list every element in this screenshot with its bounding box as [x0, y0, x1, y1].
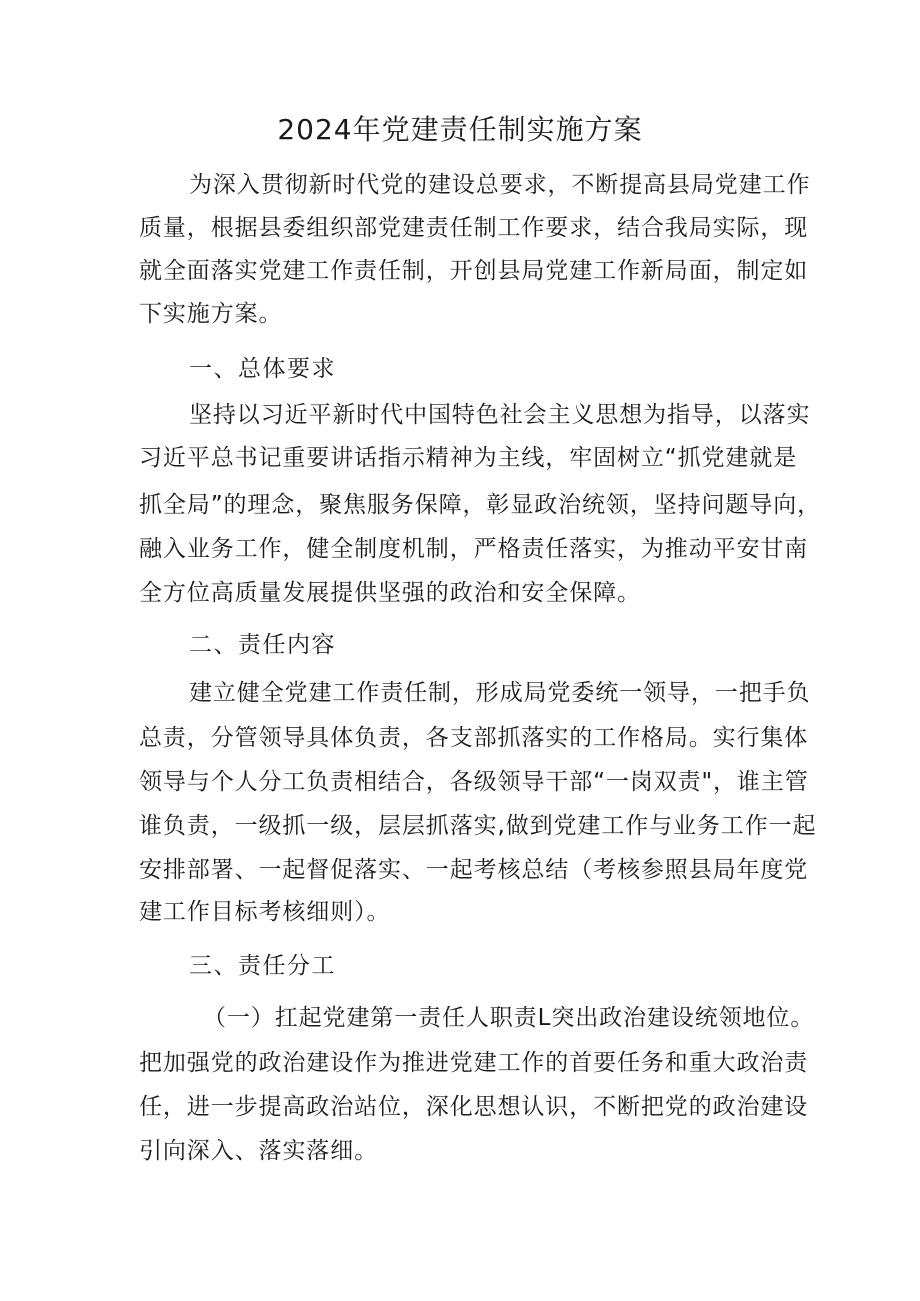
section-heading: 一、总体要求 — [189, 356, 336, 382]
document-title: 2024年党建责任制实施方案 — [277, 113, 643, 146]
paragraph-line: 把加强党的政治建设作为推进党建工作的首要任务和重大政治责 — [139, 1050, 809, 1076]
paragraph-line: 建工作目标考核细则）。 — [139, 899, 391, 925]
paragraph-line: 抓全局”的理念，聚焦服务保障，彰显政治统领，坚持问题导向， — [139, 492, 822, 518]
subsection-heading: （一）扛起党建第一责任人职责L突出政治建设统领地位。 — [203, 1005, 815, 1031]
paragraph-line: 全方位高质量发展提供坚强的政治和安全保障。 — [139, 580, 641, 606]
paragraph-line: 领导与个人分工负责相结合，各级领导干部“一岗双责"，谁主管 — [139, 769, 809, 795]
paragraph-line: 引向深入、落实落细。 — [139, 1138, 378, 1164]
paragraph-line: 就全面落实党建工作责任制，开创县局党建工作新局面，制定如 — [139, 258, 809, 284]
paragraph-line: 融入业务工作，健全制度机制，严格责任落实，为推动平安甘南 — [139, 536, 809, 562]
paragraph-line: 总责，分管领导具体负责，各支部抓落实的工作格局。实行集体 — [139, 725, 809, 751]
paragraph-line: 任，进一步提高政治站位，深化思想认识，不断把党的政治建设 — [139, 1094, 809, 1120]
paragraph-line: 建立健全党建工作责任制，形成局党委统一领导，一把手负 — [189, 680, 811, 706]
paragraph-line: 习近平总书记重要讲话指示精神为主线，牢固树立“抓党建就是 — [139, 445, 798, 471]
paragraph-line: 为深入贯彻新时代党的建设总要求，不断提高县局党建工作 — [189, 172, 811, 198]
paragraph-line: 坚持以习近平新时代中国特色社会主义思想为指导，以落实 — [189, 402, 811, 428]
paragraph-line: 安排部署、一起督促落实、一起考核总结（考核参照县局年度党 — [139, 857, 809, 883]
paragraph-line: 质量，根据县委组织部党建责任制工作要求，结合我局实际，现 — [139, 215, 809, 241]
section-heading: 三、责任分工 — [189, 953, 336, 979]
paragraph-line: 谁负责，一级抓一级，层层抓落实,做到党建工作与业务工作一起 — [139, 813, 817, 839]
section-heading: 二、责任内容 — [189, 632, 336, 658]
paragraph-line: 下实施方案。 — [139, 301, 283, 327]
